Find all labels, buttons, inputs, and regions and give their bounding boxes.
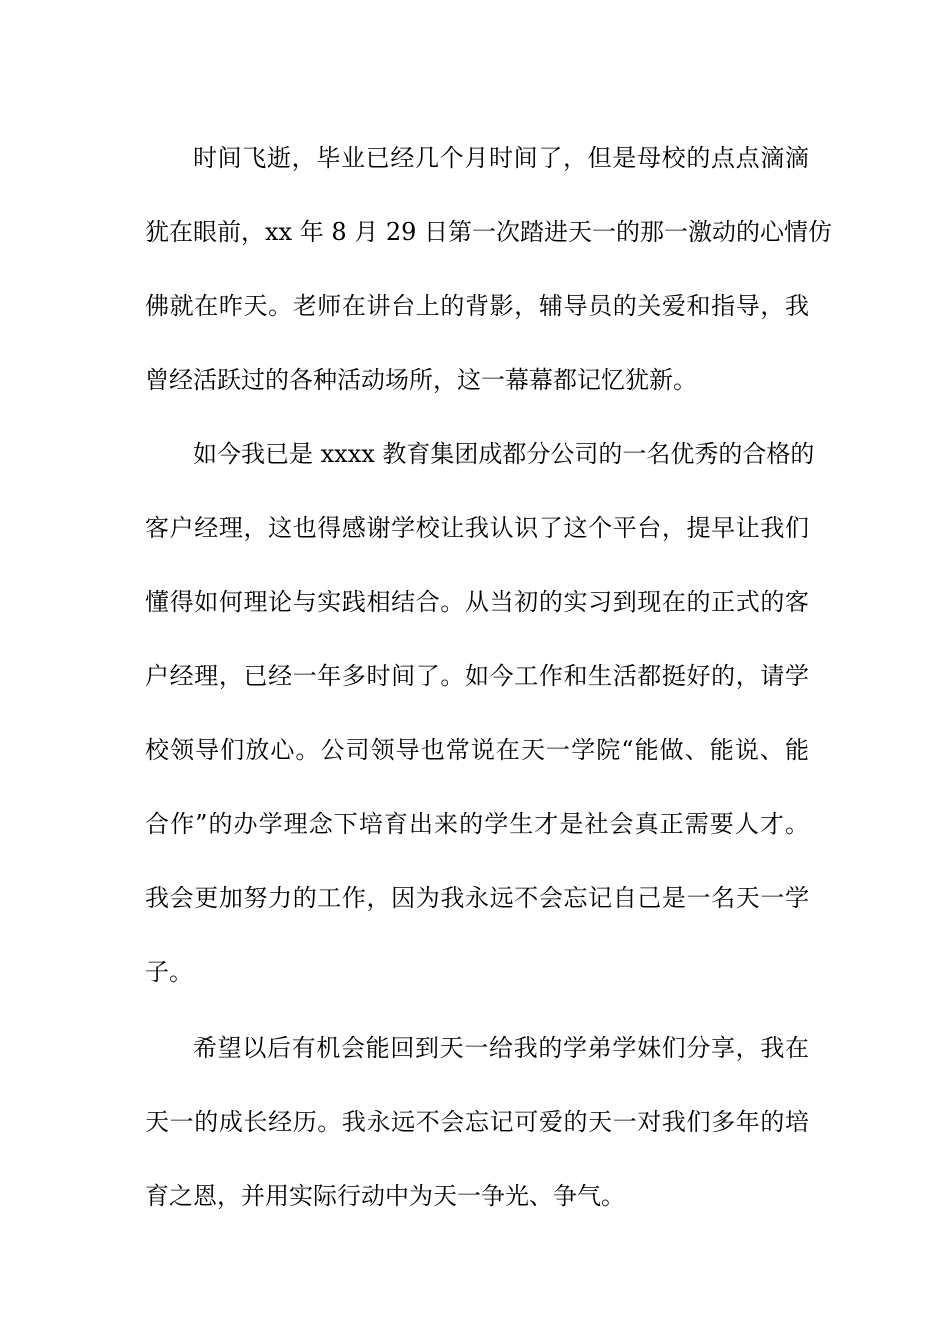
paragraph-2-line-8: 子。 <box>145 958 193 986</box>
paragraph-2-line-7: 我会更加努力的工作，因为我永远不会忘记自己是一名天一学 <box>145 884 809 912</box>
paragraph-3-line-2: 天一的成长经历。我永远不会忘记可爱的天一对我们多年的培 <box>145 1108 809 1136</box>
paragraph-1-line-4: 曾经活跃过的各种活动场所，这一幕幕都记忆犹新。 <box>145 366 697 394</box>
paragraph-3-line-1: 希望以后有机会能回到天一给我的学弟学妹们分享，我在 <box>193 1034 809 1062</box>
paragraph-1-line-1: 时间飞逝，毕业已经几个月时间了，但是母校的点点滴滴 <box>193 144 809 172</box>
paragraph-2-line-4: 户经理，已经一年多时间了。如今工作和生活都挺好的，请学 <box>145 662 809 690</box>
paragraph-2-line-1: 如今我已是 xxxx 教育集团成都分公司的一名优秀的合格的 <box>193 440 815 468</box>
paragraph-2-line-6: 合作”的办学理念下培育出来的学生才是社会真正需要人才。 <box>145 810 809 838</box>
paragraph-1-line-3: 佛就在昨天。老师在讲台上的背影，辅导员的关爱和指导，我 <box>145 292 809 320</box>
paragraph-2-line-5: 校领导们放心。公司领导也常说在天一学院“能做、能说、能 <box>145 736 809 764</box>
paragraph-2-line-2: 客户经理，这也得感谢学校让我认识了这个平台，提早让我们 <box>145 514 809 542</box>
paragraph-2-line-3: 懂得如何理论与实践相结合。从当初的实习到现在的正式的客 <box>145 588 809 616</box>
paragraph-3-line-3: 育之恩，并用实际行动中为天一争光、争气。 <box>145 1182 625 1210</box>
paragraph-1-line-2: 犹在眼前，xx 年 8 月 29 日第一次踏进天一的那一激动的心情仿 <box>145 218 833 246</box>
